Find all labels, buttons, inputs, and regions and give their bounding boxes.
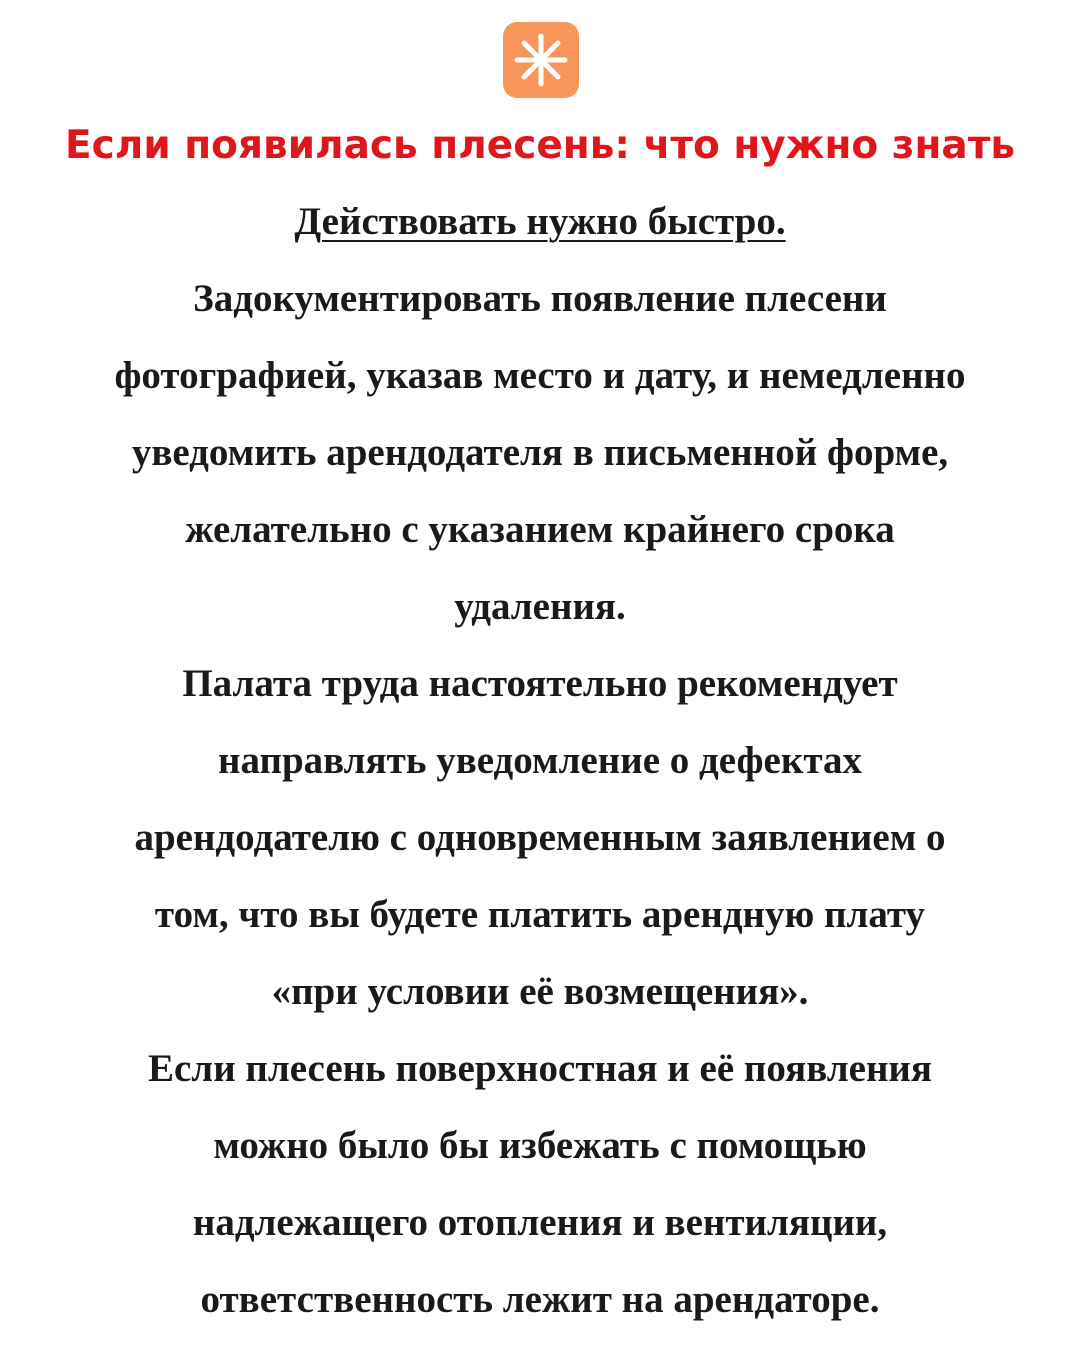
body-line: удаления. bbox=[454, 585, 626, 628]
body-line: том, что вы будете платить арендную плату bbox=[154, 893, 926, 936]
body-line: уведомить арендодателя в письменной форме, bbox=[131, 431, 949, 474]
article-body bbox=[30, 183, 1050, 1338]
body-line: арендодателю с одновременным заявлением о bbox=[134, 816, 946, 859]
body-line: Если плесень поверхностная и её появления bbox=[147, 1047, 933, 1090]
asterisk-icon bbox=[503, 22, 579, 98]
body-line: фотографией, указав место и дату, и немедленно bbox=[114, 354, 966, 397]
body-line: надлежащего отопления и вентиляции, bbox=[192, 1201, 888, 1244]
logo bbox=[503, 22, 579, 98]
subtitle: Действовать нужно быстро. bbox=[294, 200, 786, 243]
body-line: ответственность лежит на арендаторе. bbox=[200, 1278, 880, 1321]
body-line: Задокументировать появление плесени bbox=[193, 277, 887, 320]
body-line: «при условии её возмещения». bbox=[271, 970, 809, 1013]
page-title: Если появилась плесень: что нужно знать bbox=[65, 123, 1015, 168]
body-line: Палата труда настоятельно рекомендует bbox=[182, 662, 898, 705]
body-line: можно было бы избежать с помощью bbox=[213, 1124, 867, 1167]
body-line: желательно с указанием крайнего срока bbox=[185, 508, 895, 551]
body-line: направлять уведомление о дефектах bbox=[218, 739, 862, 782]
